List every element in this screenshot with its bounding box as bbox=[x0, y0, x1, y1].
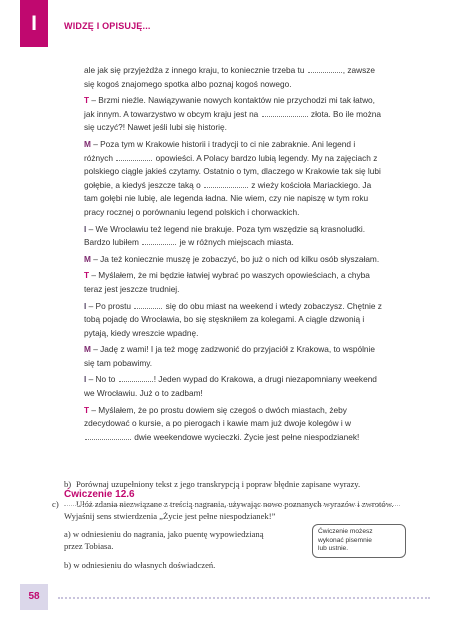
task-b-label: b) bbox=[64, 479, 72, 489]
dialog-text-segment: ale jak się przyjeżdża z innego kraju, to koniecznie trzeba tu bbox=[84, 65, 307, 75]
dialog-paragraph bbox=[84, 404, 384, 445]
gap-blank bbox=[119, 373, 153, 382]
task-c-text: Ułóż zdania niezwiązane z treścią nagrania, używając nowo poznanych wyrazów i zwrotów. bbox=[76, 499, 394, 509]
task-c-label: c) bbox=[52, 499, 59, 509]
note-line-1: Ćwiczenie możesz bbox=[318, 528, 373, 535]
dialog-paragraph bbox=[84, 138, 384, 220]
exercise-title: Ćwiczenie 12.6 bbox=[64, 489, 135, 500]
dialog-text-segment: opowieści. A Polacy bardzo lubią legendy. My na zajęciach z polskiego ciągle jakieś czytamy. Ostatnio o tym, dlaczego w Krakowie tak się lubi gołębie, a kiedyś jeszcze taką o bbox=[84, 152, 381, 190]
item-b-label: b) bbox=[64, 560, 72, 570]
speaker-label: T bbox=[84, 95, 90, 106]
dialog-text bbox=[84, 64, 384, 447]
dialog-paragraph bbox=[84, 223, 384, 250]
gap-blank bbox=[262, 108, 308, 117]
dialog-text-segment: złota. Bo ile można się uczyć?! Nawet jeśli lubi się historię. bbox=[84, 108, 382, 133]
dialog-text-segment: – No to bbox=[86, 374, 118, 385]
speaker-label: M bbox=[84, 344, 91, 355]
gap-blank bbox=[142, 236, 176, 245]
dialog-text-segment: – Brzmi nieźle. Nawiązywanie nowych kontaktów nie przychodzi mi tak łatwo, jak innym. A towarzystwo w obcym kraju jest na bbox=[84, 95, 375, 119]
item-a-line1: w odniesieniu do nagrania, jako puentę wypowiedzianą bbox=[72, 529, 264, 539]
dialog-paragraph bbox=[84, 64, 384, 91]
exercise-item-a bbox=[64, 528, 264, 540]
dialog-paragraph bbox=[84, 269, 384, 296]
gap-blank bbox=[116, 152, 152, 161]
dialog-text-segment: , zawsze się kogoś znajomego spotka albo poznaj kogoś nowego. bbox=[84, 65, 376, 89]
note-line-2: wykonać pisemnie bbox=[318, 536, 372, 544]
speaker-label: T bbox=[84, 270, 90, 281]
speaker-label: M bbox=[84, 138, 91, 149]
item-a-label: a) bbox=[64, 529, 71, 539]
exercise-instruction: Wyjaśnij sens stwierdzenia „Życie jest pełne niespodzianek!” bbox=[64, 511, 276, 521]
task-b-text: Porównaj uzupełniony tekst z jego transkrypcją i popraw błędnie zapisane wyrazy. bbox=[76, 479, 361, 489]
dialog-paragraph bbox=[84, 94, 384, 135]
dialog-paragraph bbox=[84, 253, 384, 267]
speaker-label: I bbox=[84, 300, 87, 311]
item-a-line2: przez Tobiasa. bbox=[64, 541, 114, 551]
dialog-text-segment: je w różnych miejscach miasta. bbox=[177, 237, 294, 248]
chapter-mark: I bbox=[31, 12, 37, 35]
speaker-label: T bbox=[84, 404, 90, 415]
gap-blank bbox=[134, 300, 162, 309]
dialog-text-segment: – We Wrocławiu też legend nie brakuje. Poza tym wszędzie są krasnoludki. Bardzo lubiłem bbox=[84, 223, 366, 248]
dialog-text-segment: ! Jeden wypad do Krakowa, a drugi niezapomniany weekend we Wrocławiu. Już o to zadbam! bbox=[84, 374, 377, 399]
chapter-tab bbox=[20, 0, 48, 47]
note-box bbox=[312, 524, 406, 558]
dialog-text-segment: – Jadę z wami! I ja też mogę zadzwonić do przyjaciół z Krakowa, to wspólnie się tam pobawimy. bbox=[84, 344, 375, 368]
exercise-item-b bbox=[64, 559, 215, 571]
gap-blank bbox=[204, 179, 248, 188]
dialog-text-segment: dwie weekendowe wycieczki. Życie jest pełne niespodzianek! bbox=[132, 431, 360, 442]
dialog-text-segment: – Po prostu bbox=[86, 300, 134, 311]
dialog-paragraph bbox=[84, 373, 384, 400]
speaker-label: M bbox=[84, 253, 91, 264]
dialog-paragraph bbox=[84, 343, 384, 370]
gap-blank bbox=[308, 64, 342, 73]
gap-blank bbox=[85, 431, 131, 440]
dialog-text-segment: – Poza tym w Krakowie historii i tradycji to ci nie zabraknie. Ani legend i różnych bbox=[84, 138, 356, 163]
section-title: WIDZĘ I OPISUJĘ... bbox=[64, 21, 151, 31]
dialog-text-segment: się do obu miast na weekend i wtedy zobaczysz. Chętnie z tobą pojadę do Wrocławia, bo się stęskniłem za kolegami. A ciągle dzwonią i pytają, kiedy wreszcie wpadnę. bbox=[84, 300, 382, 338]
dialog-text-segment: – Myślałem, że mi będzie łatwiej wybrać po waszych opowieściach, a chyba teraz jest jeszcze trudniej. bbox=[84, 270, 370, 294]
page-number: 58 bbox=[20, 584, 48, 610]
footer-divider bbox=[58, 597, 430, 599]
speaker-label: I bbox=[84, 374, 87, 385]
dialog-text-segment: – Myślałem, że po prostu dowiem się czegoś o dwóch miastach, żeby zdecydować o kursie, a po pierogach i kawie mam już dwoje kolegów i w bbox=[84, 404, 352, 429]
speaker-label: I bbox=[84, 223, 87, 234]
dialog-paragraph bbox=[84, 300, 384, 341]
item-b-text: w odniesieniu do własnych doświadczeń. bbox=[73, 560, 216, 570]
exercise-divider bbox=[64, 505, 400, 506]
dialog-text-segment: z wieży kościoła Mariackiego. Ja tam gołębi nie lubię, ale legenda ładna. Nie wiem, czy nie napiszę w tym roku pracy rocznej o porównaniu legend polskich i chorwackich. bbox=[84, 179, 372, 217]
note-line-3: lub ustnie. bbox=[318, 545, 349, 552]
dialog-text-segment: – Ja też koniecznie muszę je zobaczyć, bo już o nich od kilku osób słyszałam. bbox=[90, 253, 380, 264]
